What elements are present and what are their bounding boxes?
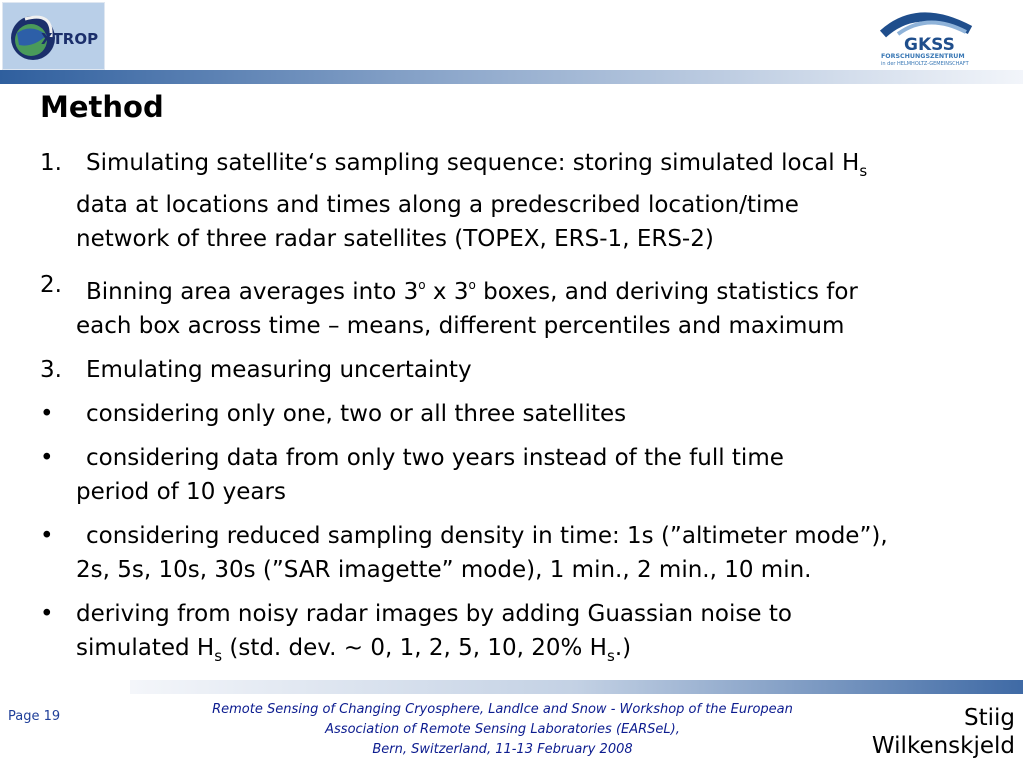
list-item-1: 1. Simulating satellite‘s sampling sequence: storing simulated local $H_s$ data at locations and times along a predescribed location/time network of three radar satellites (TOPEX, ERS-1, ERS-2): [40, 146, 985, 256]
bullet-marker: •: [40, 601, 54, 627]
list-marker: 1.: [40, 150, 62, 176]
gkss-logo-main: GKSS: [904, 35, 955, 55]
list-item-2: 2. Binning area averages into 3$^o$ x 3$^o$ boxes, and deriving statistics for each box across time – means, different percentiles and maximum: [40, 268, 985, 343]
footer-line-2: Association of Remote Sensing Laboratories (EARSeL),: [325, 722, 680, 737]
slide-title: Method: [40, 90, 164, 124]
page-number: Page 19: [8, 709, 61, 724]
method-list: [40, 146, 985, 673]
gkss-logo-sub1: FORSCHUNGSZENTRUM: [881, 53, 965, 60]
bullet-item-2: • considering data from only two years instead of the full time period of 10 years: [40, 441, 985, 509]
list-item-3: 3. Emulating measuring uncertainty: [40, 353, 985, 387]
xtrop-logo-text: XTROP: [41, 30, 99, 48]
gkss-logo-sub2: in der HELMHOLTZ-GEMEINSCHAFT: [881, 61, 969, 67]
footer-citation: [170, 700, 835, 760]
gkss-logo: [878, 8, 978, 68]
header-gradient-bar: [0, 70, 1023, 84]
bullet-item-1: • considering only one, two or all three satellites: [40, 397, 985, 431]
footer-gradient-bar: [130, 680, 1023, 694]
bullet-marker: •: [40, 401, 54, 427]
footer-line-1: Remote Sensing of Changing Cryosphere, LandIce and Snow - Workshop of the European: [212, 702, 793, 717]
bullet-marker: •: [40, 445, 54, 471]
xtrop-logo: [2, 2, 105, 70]
bullet-item-3: • considering reduced sampling density in time: 1s (”altimeter mode”), 2s, 5s, 10s, 30s (”SAR imagette” mode), 1 min., 2 min., 10 min.: [40, 519, 985, 587]
bullet-item-4: • deriving from noisy radar images by adding Guassian noise to simulated $H_s$ (std. dev. ~ 0, 1, 2, 5, 10, 20% $H_s$.): [40, 597, 985, 673]
author-name: Stiig Wilkenskjeld: [871, 705, 1015, 759]
list-marker: 2.: [40, 272, 62, 298]
list-marker: 3.: [40, 357, 62, 383]
footer-line-3: Bern, Switzerland, 11-13 February 2008: [372, 742, 633, 757]
bullet-marker: •: [40, 523, 54, 549]
